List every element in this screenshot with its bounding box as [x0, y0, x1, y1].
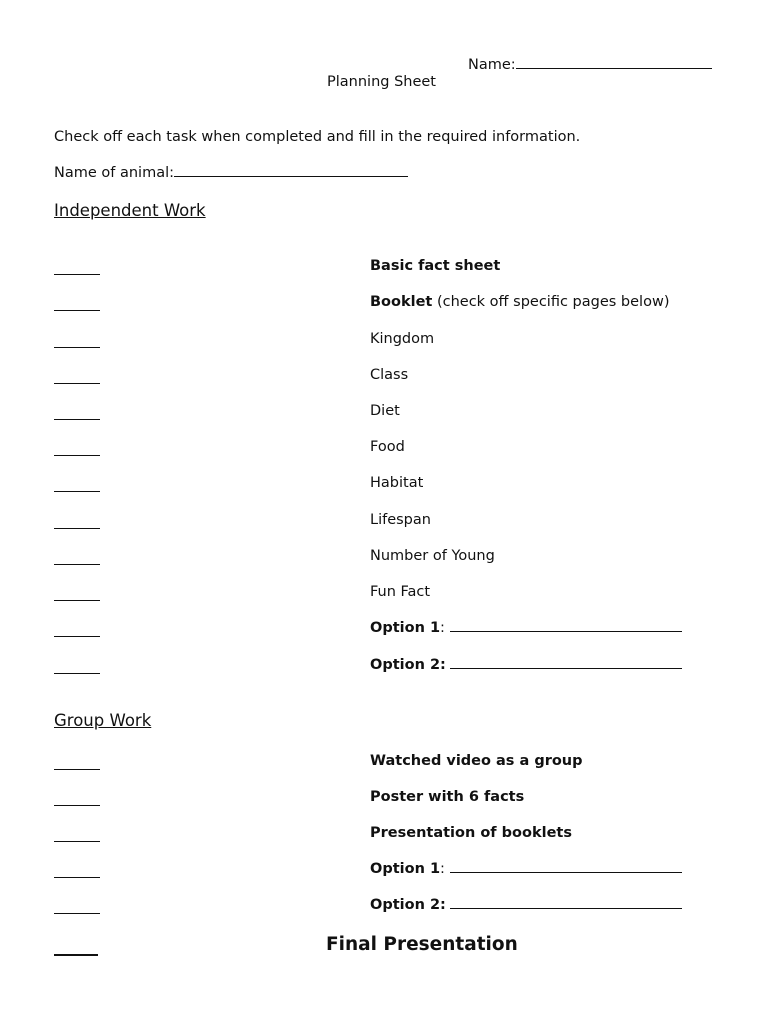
checkbox-blank[interactable] — [54, 455, 100, 456]
option-1-colon: : — [440, 620, 445, 636]
checkbox-blank[interactable] — [54, 673, 100, 674]
checkbox-blank[interactable] — [54, 383, 100, 384]
name-label: Name: — [468, 57, 516, 73]
animal-label: Name of animal: — [54, 165, 175, 181]
name-field — [468, 57, 712, 73]
checkbox-blank[interactable] — [54, 274, 100, 275]
checkbox-blank[interactable] — [54, 528, 100, 529]
name-input-line[interactable] — [516, 68, 712, 69]
task-booklet — [370, 294, 669, 310]
checkbox-blank[interactable] — [54, 310, 100, 311]
task-poster: Poster with 6 facts — [370, 789, 525, 805]
page-diet: Diet — [370, 403, 400, 419]
independent-option-1 — [370, 620, 682, 636]
option-2-input-line[interactable] — [450, 668, 682, 669]
page-habitat: Habitat — [370, 475, 424, 491]
checkbox-blank[interactable] — [54, 491, 100, 492]
independent-option-2 — [370, 657, 682, 673]
page-lifespan: Lifespan — [370, 512, 431, 528]
option-2-input-line[interactable] — [450, 908, 682, 909]
checkbox-blank[interactable] — [54, 600, 100, 601]
page-food: Food — [370, 439, 405, 455]
page-number-of-young: Number of Young — [370, 548, 495, 564]
page-class: Class — [370, 367, 409, 383]
page-kingdom: Kingdom — [370, 331, 435, 347]
option-1-colon: : — [440, 861, 445, 877]
checkbox-blank[interactable] — [54, 841, 100, 842]
checkbox-blank-final[interactable] — [54, 954, 98, 956]
booklet-note: (check off specific pages below) — [432, 294, 670, 310]
option-1-input-line[interactable] — [450, 872, 682, 873]
page-title: Planning Sheet — [327, 74, 436, 90]
task-basic-fact-sheet: Basic fact sheet — [370, 258, 501, 274]
checkbox-blank[interactable] — [54, 877, 100, 878]
checkbox-blank[interactable] — [54, 636, 100, 637]
task-watched-video: Watched video as a group — [370, 753, 583, 769]
checkbox-blank[interactable] — [54, 805, 100, 806]
section-heading-group: Group Work — [54, 711, 152, 730]
animal-input-line[interactable] — [174, 176, 408, 177]
option-1-label: Option 1 — [370, 861, 441, 877]
checkbox-blank[interactable] — [54, 419, 100, 420]
page-fun-fact: Fun Fact — [370, 584, 431, 600]
checkbox-blank[interactable] — [54, 564, 100, 565]
group-option-2 — [370, 897, 682, 913]
checkbox-blank[interactable] — [54, 769, 100, 770]
checkbox-blank[interactable] — [54, 913, 100, 914]
task-presentation-of-booklets: Presentation of booklets — [370, 825, 572, 841]
booklet-label: Booklet — [370, 294, 433, 310]
group-option-1 — [370, 861, 682, 877]
checkbox-blank[interactable] — [54, 347, 100, 348]
option-1-input-line[interactable] — [450, 631, 682, 632]
option-1-label: Option 1 — [370, 620, 441, 636]
option-2-label: Option 2: — [370, 657, 446, 673]
final-presentation-label: Final Presentation — [326, 934, 518, 955]
option-2-label: Option 2: — [370, 897, 446, 913]
animal-field — [54, 165, 408, 181]
section-heading-independent: Independent Work — [54, 201, 206, 220]
instructions-text: Check off each task when completed and fill in the required information. — [54, 129, 581, 145]
